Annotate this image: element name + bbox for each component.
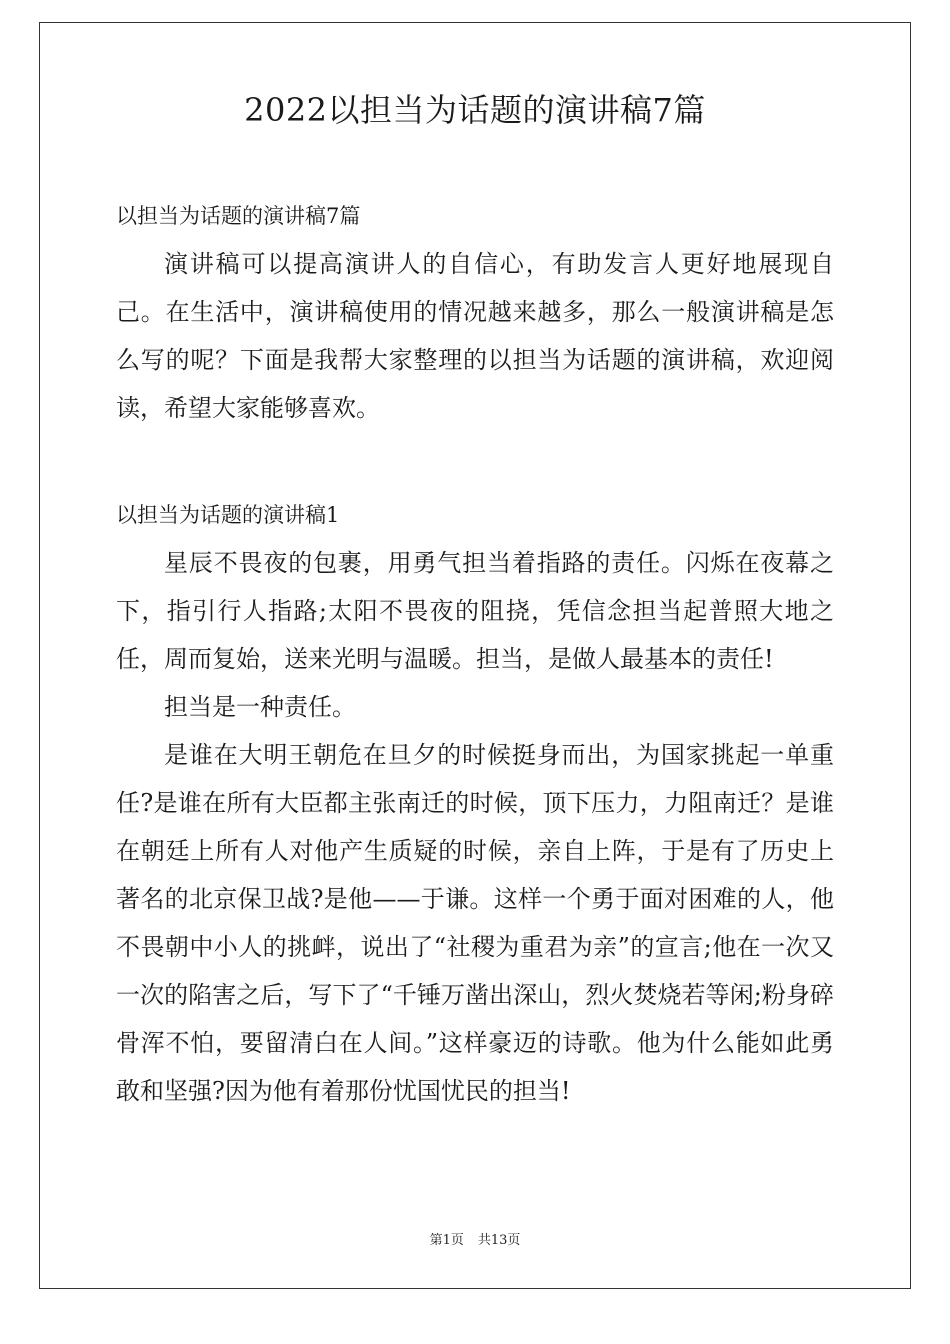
section-heading: 以担当为话题的演讲稿1 [116,503,340,527]
intro-paragraph: 演讲稿可以提高演讲人的自信心，有助发言人更好地展现自己。在生活中，演讲稿使用的情况越来越多，那么一般演讲稿是怎么写的呢？下面是我帮大家整理的以担当为话题的演讲稿，欢迎阅读，希望大家能够喜欢。 [116,250,834,422]
page-footer [39,1232,911,1250]
intro-heading: 以担当为话题的演讲稿7篇 [116,204,361,228]
document-title: 2022以担当为话题的演讲稿7篇 [244,91,706,129]
page-number: 第1页 [429,1233,464,1248]
speech-section-1 [116,491,834,1115]
section-paragraph-3: 是谁在大明王朝危在旦夕的时候挺身而出，为国家挑起一单重任?是谁在所有大臣都主张南迁的时候，顶下压力，力阻南迁？是谁在朝廷上所有人对他产生质疑的时候，亲自上阵，于是有了历史上著名的北京保卫战?是他——于谦。这样一个勇于面对困难的人，他不畏朝中小人的挑衅，说出了“社稷为重君为亲”的宣言;他在一次又一次的陷害之后，写下了“千锤万凿出深山，烈火焚烧若等闲;粉身碎骨浑不怕，要留清白在人间。”这样豪迈的诗歌。他为什么能如此勇敢和坚强?因为他有着那份忧国忧民的担当! [116,741,834,1105]
intro-section [116,192,834,432]
section-paragraph-2: 担当是一种责任。 [164,693,356,721]
page-total: 共13页 [477,1233,521,1248]
section-paragraph-1: 星辰不畏夜的包裹，用勇气担当着指路的责任。闪烁在夜幕之下，指引行人指路;太阳不畏夜的阻挠，凭信念担当起普照大地之任，周而复始，送来光明与温暖。担当，是做人最基本的责任! [116,549,834,673]
